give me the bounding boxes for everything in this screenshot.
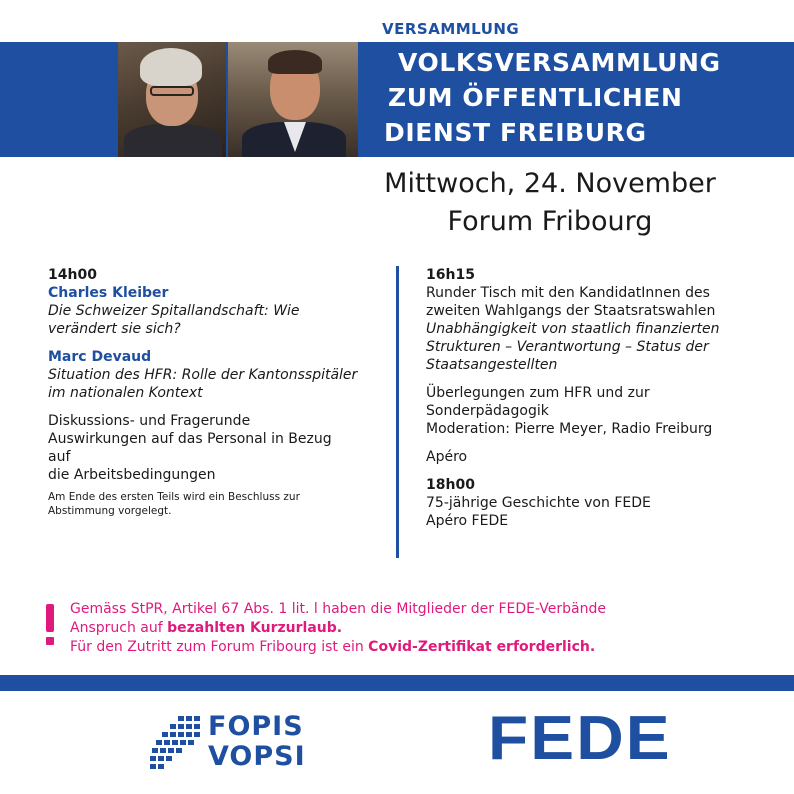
resolution-note-2: Abstimmung vorgelegt. xyxy=(48,505,172,517)
speaker-devaud-topic-1: Situation des HFR: Rolle der Kantonsspitäler xyxy=(48,367,358,383)
speaker-kleiber-topic-2: verändert sie sich? xyxy=(48,321,181,337)
exclamation-dot-icon xyxy=(46,637,54,645)
photo-hair xyxy=(268,50,322,74)
speaker-devaud-name: Marc Devaud xyxy=(48,349,152,365)
time-16h15: 16h15 xyxy=(426,267,475,283)
speaker-photo-kleiber xyxy=(118,42,226,157)
roundtable-topic-2: Strukturen – Verantwortung – Status der xyxy=(426,339,709,355)
fopis-wordmark: FOPIS xyxy=(208,711,304,742)
column-divider xyxy=(396,266,399,558)
footer-band xyxy=(0,675,794,691)
notice-line-1: Gemäss StPR, Artikel 67 Abs. 1 lit. l haben die Mitglieder der FEDE-Verbände xyxy=(70,601,606,617)
notice-text xyxy=(70,600,606,657)
title-line-2: ZUM ÖFFENTLICHEN xyxy=(388,83,683,112)
event-title xyxy=(368,42,794,157)
event-date: Mittwoch, 24. November xyxy=(384,168,716,199)
title-line-3: DIENST FREIBURG xyxy=(384,118,647,147)
apero-line: Apéro xyxy=(426,449,468,465)
discussion-line-2: Auswirkungen auf das Personal in Bezug auf xyxy=(48,431,332,465)
notice-paid-leave: bezahlten Kurzurlaub. xyxy=(167,620,343,636)
program-left-column xyxy=(48,266,358,518)
resolution-note-1: Am Ende des ersten Teils wird ein Beschluss zur xyxy=(48,491,300,503)
fopis-vopsi-logo xyxy=(148,712,338,774)
history-line: 75-jährige Geschichte von FEDE xyxy=(426,495,651,511)
moderation-line: Moderation: Pierre Meyer, Radio Freiburg xyxy=(426,421,713,437)
vopsi-wordmark: VOPSI xyxy=(208,741,306,772)
fopis-grid-icon xyxy=(148,714,204,772)
photo-glasses xyxy=(150,86,194,96)
roundtable-line-1: Runder Tisch mit den KandidatInnen des xyxy=(426,285,710,301)
speaker-photo-devaud xyxy=(228,42,358,157)
photo-body xyxy=(124,124,222,157)
kicker-label: VERSAMMLUNG xyxy=(382,20,520,38)
program-right-column xyxy=(426,266,766,530)
speaker-kleiber-name: Charles Kleiber xyxy=(48,285,169,301)
discussion-line-3: die Arbeitsbedingungen xyxy=(48,467,216,483)
notice-line-3: Für den Zutritt zum Forum Fribourg ist ein Covid-Zertifikat erforderlich. xyxy=(70,639,596,655)
photo-hair xyxy=(140,48,202,86)
fede-logo: FEDE xyxy=(488,704,672,773)
time-14h00: 14h00 xyxy=(48,267,97,283)
roundtable-topic-1: Unabhängigkeit von staatlich finanzierten xyxy=(426,321,720,337)
reflection-line-2: Sonderpädagogik xyxy=(426,403,549,419)
discussion-title: Diskussions- und Fragerunde xyxy=(48,413,251,429)
reflection-line-1: Überlegungen zum HFR und zur xyxy=(426,385,650,401)
title-line-1: VOLKSVERSAMMLUNG xyxy=(398,48,721,77)
roundtable-line-2: zweiten Wahlgangs der Staatsratswahlen xyxy=(426,303,716,319)
notice-covid-certificate: Covid-Zertifikat erforderlich. xyxy=(368,639,596,655)
apero-fede-line: Apéro FEDE xyxy=(426,513,509,529)
time-18h00: 18h00 xyxy=(426,477,475,493)
exclamation-icon xyxy=(46,604,54,632)
speaker-devaud-topic-2: im nationalen Kontext xyxy=(48,385,203,401)
event-venue: Forum Fribourg xyxy=(447,206,653,237)
notice-line-2: Anspruch auf bezahlten Kurzurlaub. xyxy=(70,620,343,636)
speaker-kleiber-topic-1: Die Schweizer Spitallandschaft: Wie xyxy=(48,303,300,319)
roundtable-topic-3: Staatsangestellten xyxy=(426,357,558,373)
